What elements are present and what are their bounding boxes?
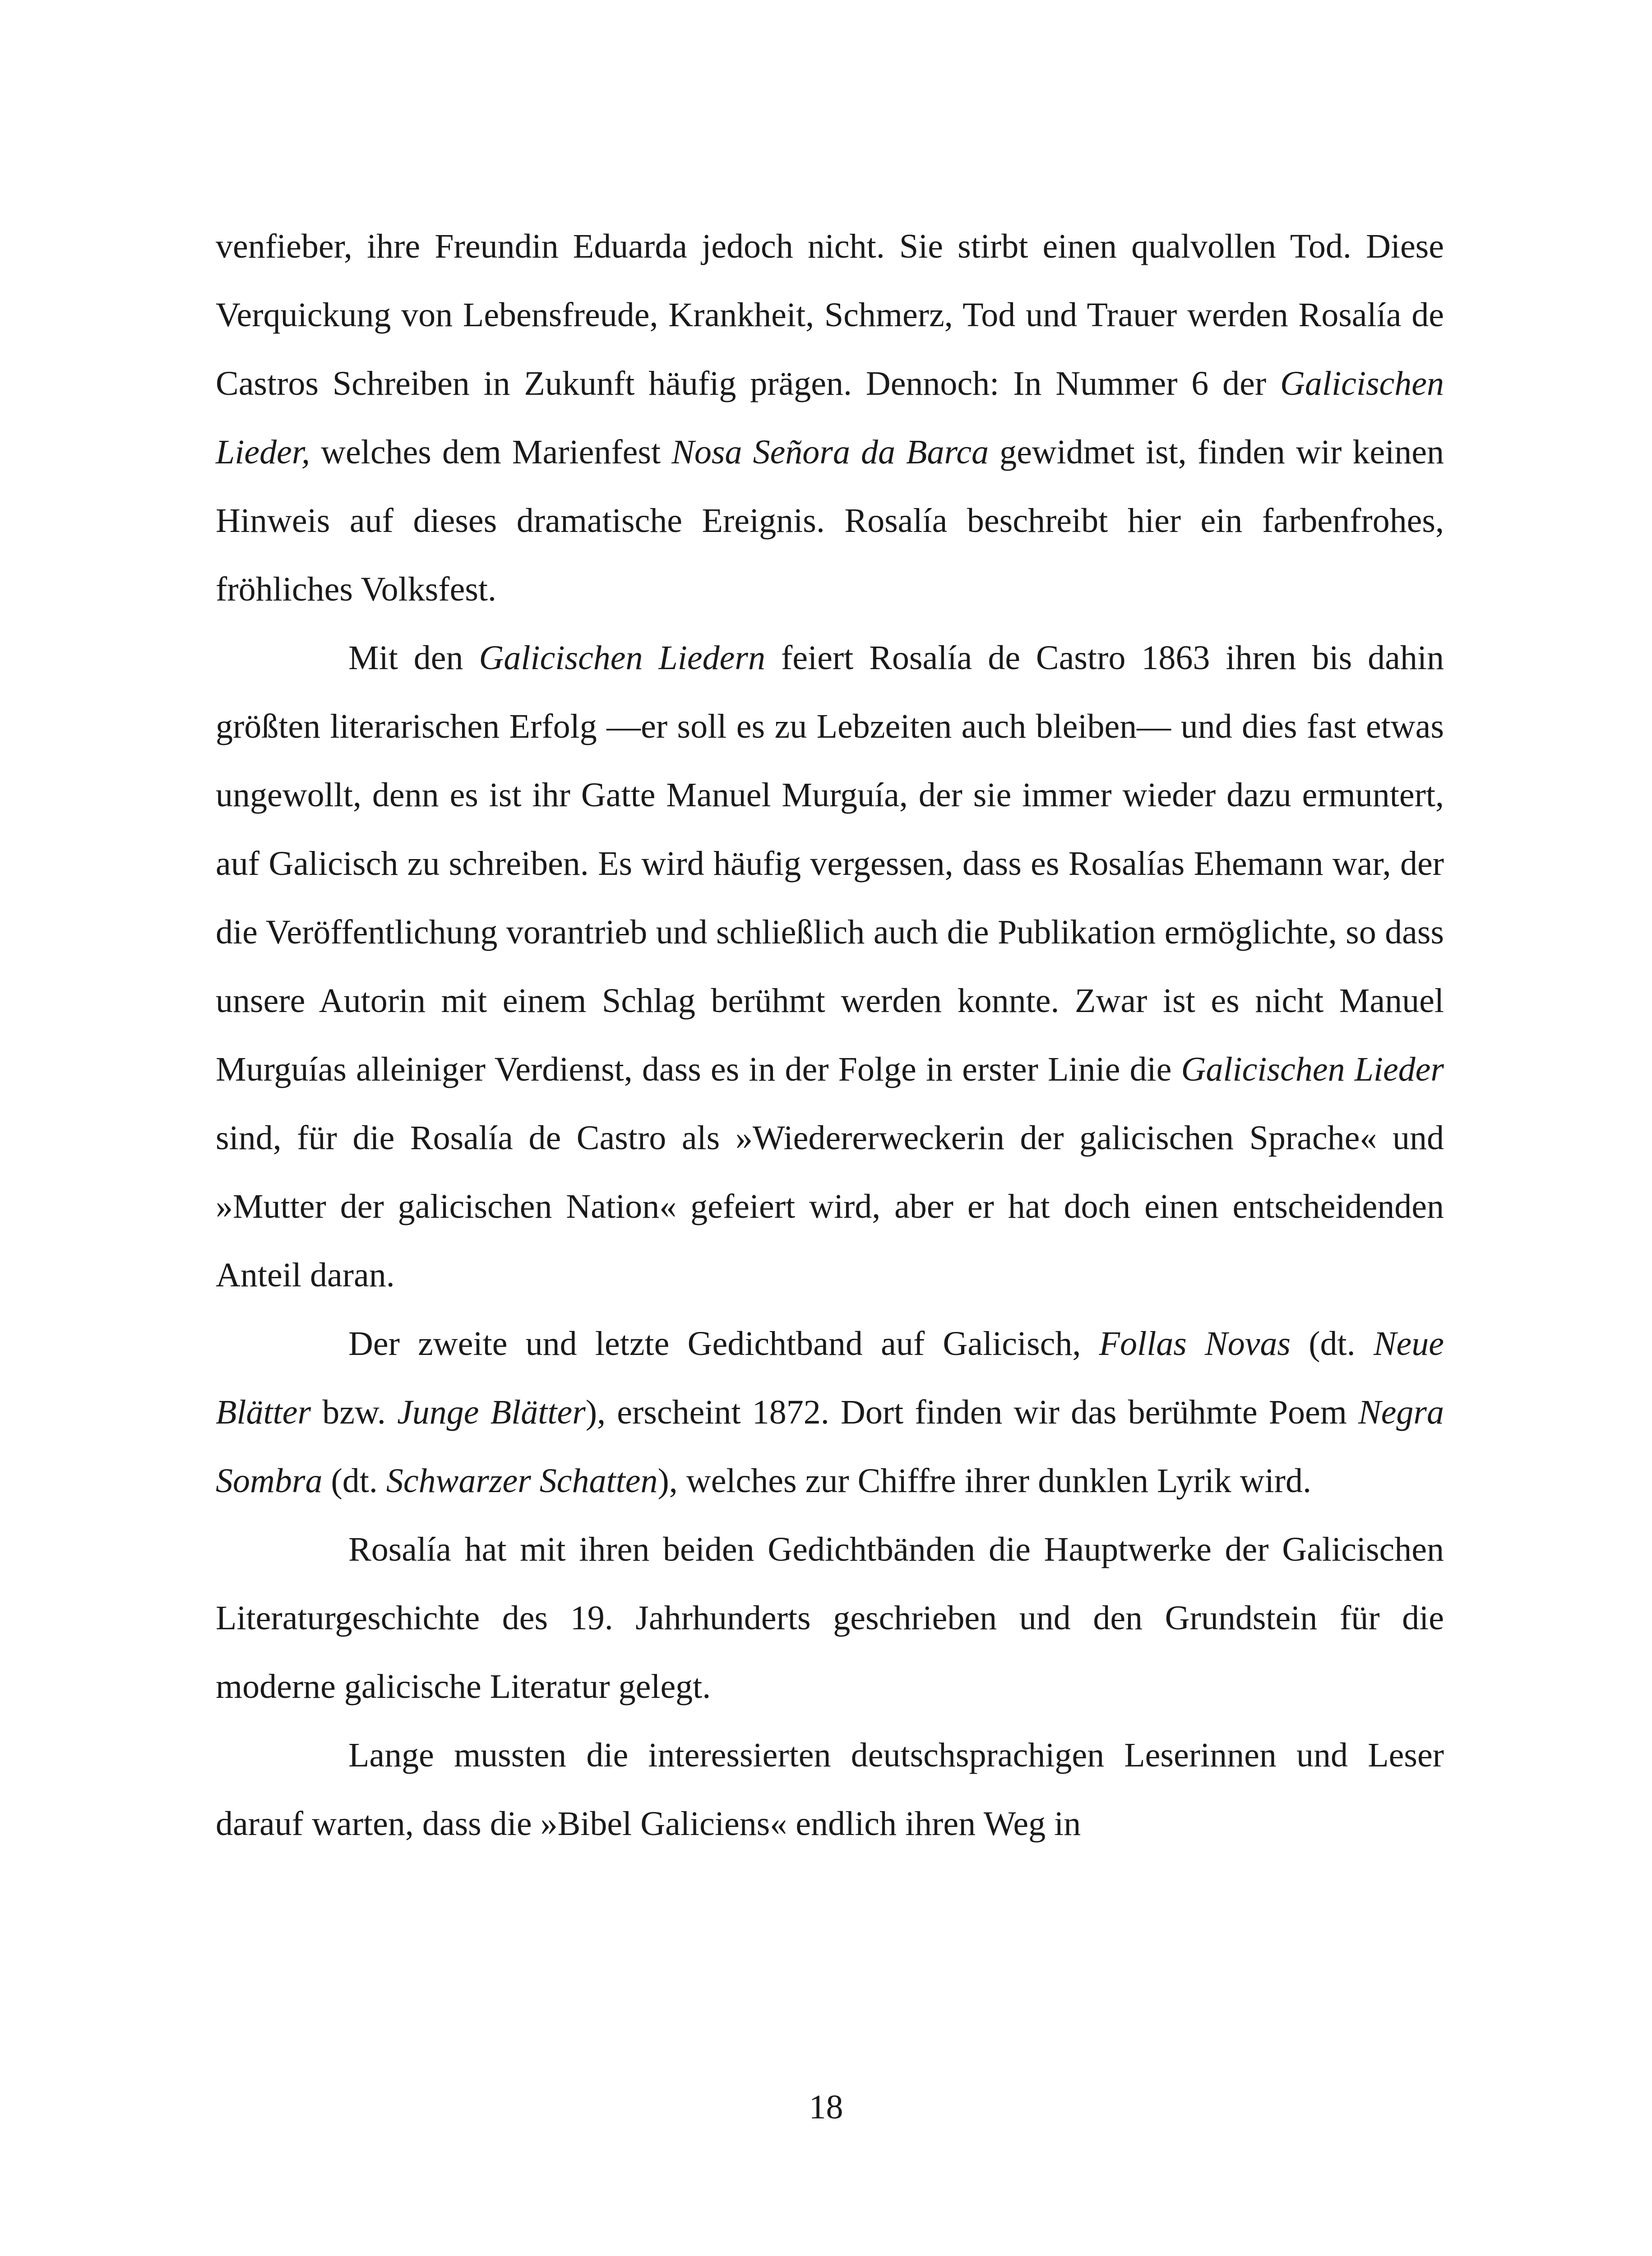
page-body	[216, 212, 1444, 1858]
text-segment: ), erscheint 1872. Dort finden wir das berühmte Poem	[585, 1393, 1358, 1431]
text-segment: sind, für die Rosalía de Castro als »Wiedererweckerin der galicischen Sprache« und »Mutter der galicischen Nation« gefeiert wird, aber er hat doch einen entscheidenden Anteil daran.	[216, 1119, 1444, 1294]
italic-title-segment: Nosa Señora da Barca	[671, 433, 989, 471]
text-segment: venfieber, ihre Freundin Eduarda jedoch nicht. Sie stirbt einen qualvollen Tod. Diese Verquickung von Lebensfreude, Krankheit, Schmerz, Tod und Trauer werden Rosalía de Castros Schreiben in Zukunft häufig prägen. Dennoch: In Nummer 6 der	[216, 227, 1444, 402]
text-segment: Mit den	[348, 639, 479, 677]
text-segment: feiert Rosalía de Castro 1863 ihren bis dahin größten literarischen Erfolg —er soll es zu Lebzeiten auch bleiben— und dies fast etwas ungewollt, denn es ist ihr Gatte Manuel Murguía, der sie immer wieder dazu ermuntert, auf Galicisch zu schreiben. Es wird häufig vergessen, dass es Rosalías Ehemann war, der die Veröffentlichung vorantrieb und schließlich auch die Publikation ermöglichte, so dass unsere Autorin mit einem Schlag berühmt werden konnte. Zwar ist es nicht Manuel Murguías alleiniger Verdienst, dass es in der Folge in erster Linie die	[216, 639, 1444, 1088]
paragraph-4	[216, 1515, 1444, 1721]
page-number: 18	[809, 2088, 843, 2126]
italic-title-segment: Junge Blätter	[397, 1393, 586, 1431]
text-segment: ), welches zur Chiffre ihrer dunklen Lyrik wird.	[657, 1462, 1311, 1500]
italic-title-segment: Follas Novas	[1099, 1325, 1291, 1363]
text-segment: Der zweite und letzte Gedichtband auf Galicisch,	[348, 1325, 1099, 1363]
italic-title-segment: Galicischen Lieder,	[216, 365, 1444, 471]
text-segment: gewidmet ist, finden wir keinen Hinweis auf dieses dramatische Ereignis. Rosalía beschreibt hier ein farbenfrohes, fröhliches Volksfest.	[216, 433, 1444, 608]
italic-title-segment: Neue Blätter	[216, 1325, 1444, 1431]
italic-title-segment: Galicischen Lieder	[1181, 1050, 1444, 1088]
italic-title-segment: Schwarzer Schatten	[386, 1462, 658, 1500]
paragraph-2	[216, 624, 1444, 1309]
paragraph-3	[216, 1309, 1444, 1515]
text-segment: welches dem Marienfest	[310, 433, 672, 471]
italic-title-segment: Galicischen Liedern	[479, 639, 765, 677]
text-segment: Lange mussten die interessierten deutschsprachigen Leserinnen und Leser darauf warten, dass die »Bibel Galiciens« endlich ihren Weg in	[216, 1736, 1444, 1843]
text-segment: Rosalía hat mit ihren beiden Gedichtbänden die Hauptwerke der Galicischen Literaturgeschichte des 19. Jahrhunderts geschrieben und den Grundstein für die moderne galicische Literatur gelegt.	[216, 1530, 1444, 1706]
text-segment: bzw.	[311, 1393, 398, 1431]
paragraph-5	[216, 1721, 1444, 1858]
text-segment: (dt.	[322, 1462, 386, 1500]
paragraph-1	[216, 212, 1444, 624]
text-segment: (dt.	[1291, 1325, 1374, 1363]
italic-title-segment: Negra Sombra	[216, 1393, 1444, 1500]
